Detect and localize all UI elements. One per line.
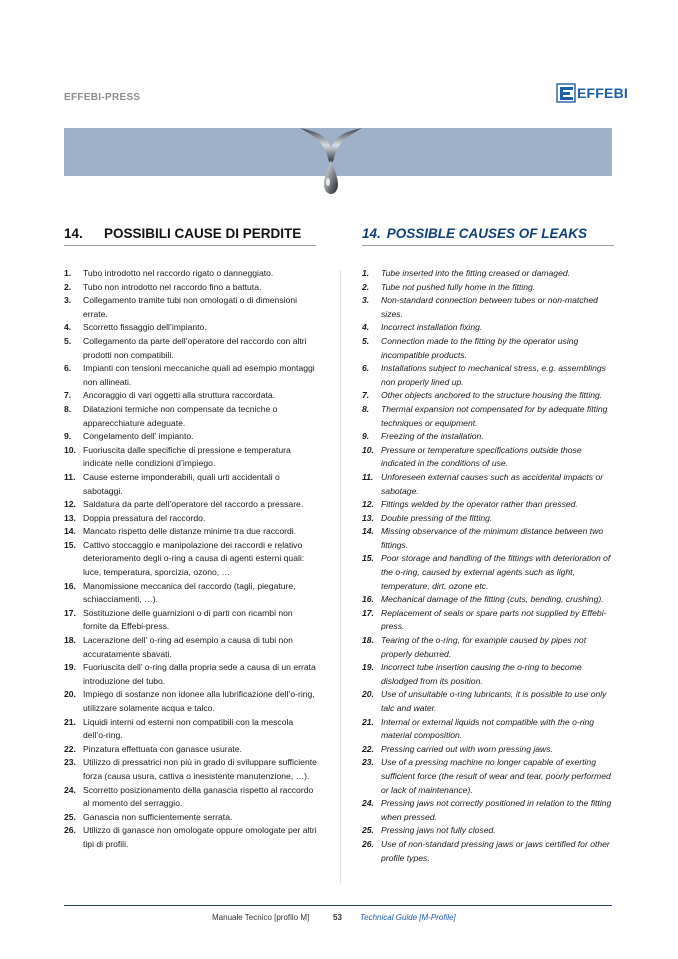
item-text: Tubo introdotto nel raccordo rigato o danneggiato. bbox=[83, 268, 274, 278]
list-item bbox=[362, 294, 616, 321]
list-item bbox=[362, 756, 616, 797]
item-text: Use of a pressing machine no longer capable of exerting sufficient force (the result of wear and tear, poorly performed or lack of maintenance). bbox=[381, 757, 611, 795]
item-number: 20. bbox=[362, 689, 374, 700]
list-item bbox=[362, 267, 616, 281]
footer-rule bbox=[64, 905, 612, 906]
list-item bbox=[64, 811, 318, 825]
item-number: 12. bbox=[362, 499, 374, 510]
item-number: 7. bbox=[64, 390, 72, 401]
list-item bbox=[64, 362, 318, 389]
list-item bbox=[64, 525, 318, 539]
item-text: Use of non-standard pressing jaws or jaws certified for other profile types. bbox=[381, 838, 610, 863]
item-text: Internal or external liquids not compatible with the o-ring material composition. bbox=[381, 716, 595, 741]
item-text: Doppia pressatura del raccordo. bbox=[83, 512, 206, 523]
item-text: Tube inserted into the fitting creased or damaged. bbox=[381, 268, 571, 278]
item-number: 19. bbox=[64, 662, 76, 673]
item-text: Pinzatura effettuata con ganasce usurate. bbox=[83, 743, 242, 754]
list-item bbox=[362, 321, 616, 335]
list-item bbox=[64, 498, 318, 512]
item-text: Mechanical damage of the fitting (cuts, bending, crushing). bbox=[381, 594, 604, 605]
item-number: 9. bbox=[362, 431, 370, 442]
list-item bbox=[362, 525, 616, 552]
item-text: Unforeseen external causes such as accidental impacts or sabotage. bbox=[381, 471, 604, 496]
item-text: Tearing of the o-ring, for example caused by pipes not properly deburred. bbox=[381, 635, 587, 659]
effebi-logo-icon bbox=[556, 83, 576, 103]
italian-list-column bbox=[64, 267, 318, 852]
list-item bbox=[362, 661, 616, 688]
brand-name: EFFEBI-PRESS bbox=[64, 92, 141, 103]
item-number: 26. bbox=[64, 825, 76, 836]
list-item bbox=[64, 607, 318, 634]
item-number: 23. bbox=[362, 757, 374, 768]
item-number: 24. bbox=[362, 798, 374, 809]
item-number: 24. bbox=[64, 784, 76, 795]
list-item bbox=[64, 389, 318, 403]
item-text: Sostituzione delle guarnizioni o di parti con ricambi non fornite da Effebi-press. bbox=[83, 607, 293, 632]
item-number: 3. bbox=[64, 295, 72, 306]
item-number: 13. bbox=[362, 512, 374, 523]
list-item bbox=[64, 634, 318, 661]
list-item bbox=[64, 716, 318, 743]
logo-text: EFFEBI bbox=[577, 85, 628, 101]
english-list-column bbox=[362, 267, 616, 865]
item-number: 10. bbox=[362, 444, 374, 455]
list-item bbox=[64, 580, 318, 607]
item-text: Non-standard connection between tubes or non-matched sizes. bbox=[381, 295, 598, 319]
item-text: Fittings welded by the operator rather than pressed. bbox=[381, 499, 578, 510]
item-text: Connection made to the fitting by the operator using incompatible products. bbox=[381, 335, 579, 360]
list-item bbox=[362, 281, 616, 295]
item-number: 5. bbox=[64, 335, 72, 346]
section-heading-en bbox=[362, 226, 614, 246]
list-item bbox=[362, 389, 616, 403]
effebi-logo bbox=[556, 82, 628, 104]
item-text: Incorrect tube insertion causing the o-ring to become dislodged from its position. bbox=[381, 662, 582, 686]
item-text: Scorretto posizionamento della ganascia rispetto al raccordo al momento del serraggio. bbox=[83, 784, 314, 809]
list-item bbox=[362, 498, 616, 512]
item-number: 3. bbox=[362, 295, 370, 306]
list-item bbox=[362, 797, 616, 824]
item-text: Manomissione meccanica del raccordo (tagli, piegature, schiacciamenti, …). bbox=[83, 580, 296, 605]
item-text: Pressing carried out with worn pressing jaws. bbox=[381, 743, 553, 754]
item-text: Tubo non introdotto nel raccordo fino a battuta. bbox=[83, 281, 262, 292]
item-text: Tube not pushed fully home in the fitting. bbox=[381, 281, 536, 292]
item-number: 15. bbox=[362, 553, 374, 564]
item-text: Utilizzo di pressatrici non più in grado di sviluppare sufficiente forza (causa usura, cattiva o inesistente manutenzione, …). bbox=[83, 757, 317, 781]
item-number: 12. bbox=[64, 499, 76, 510]
list-item bbox=[64, 661, 318, 688]
item-number: 16. bbox=[362, 594, 374, 605]
item-number: 15. bbox=[64, 539, 76, 550]
item-text: Pressure or temperature specifications outside those indicated in the conditions of use. bbox=[381, 444, 582, 469]
list-item bbox=[362, 512, 616, 526]
item-text: Impiego di sostanze non idonee alla lubrificazione dell’o-ring, utilizzare solamente acqua e talco. bbox=[83, 689, 315, 713]
list-item bbox=[362, 471, 616, 498]
item-text: Installations subject to mechanical stress, e.g. assemblings non properly lined up. bbox=[381, 363, 606, 387]
item-text: Other objects anchored to the structure housing the fitting. bbox=[381, 390, 603, 401]
list-item bbox=[362, 743, 616, 757]
footer-title-en: Technical Guide [M-Profile] bbox=[360, 913, 456, 922]
item-number: 22. bbox=[64, 743, 76, 754]
list-item bbox=[64, 784, 318, 811]
list-item bbox=[64, 281, 318, 295]
item-number: 8. bbox=[362, 403, 370, 414]
section-title: POSSIBILI CAUSE DI PERDITE bbox=[104, 226, 302, 241]
list-item bbox=[362, 430, 616, 444]
item-text: Fuoriuscita dalle specifiche di pressione e temperatura indicate nelle condizioni d’impiego. bbox=[83, 444, 291, 469]
item-text: Freezing of the installation. bbox=[381, 431, 484, 442]
list-item bbox=[64, 321, 318, 335]
causes-list-it bbox=[64, 267, 318, 852]
item-text: Congelamento dell’ impianto. bbox=[83, 431, 194, 442]
water-drop-icon bbox=[296, 124, 366, 198]
item-number: 22. bbox=[362, 743, 374, 754]
item-number: 14. bbox=[64, 526, 76, 537]
footer-title-it: Manuale Tecnico [profilo M] bbox=[212, 913, 310, 922]
item-number: 14. bbox=[362, 526, 374, 537]
item-number: 6. bbox=[362, 363, 370, 374]
item-text: Impianti con tensioni meccaniche quali ad esempio montaggi non allineati. bbox=[83, 363, 315, 387]
item-number: 9. bbox=[64, 431, 72, 442]
item-number: 19. bbox=[362, 662, 374, 673]
item-text: Ancoraggio di vari oggetti alla struttura raccordata. bbox=[83, 390, 276, 401]
item-text: Pressing jaws not fully closed. bbox=[381, 825, 496, 836]
item-text: Collegamento tramite tubi non omologati o di dimensioni errate. bbox=[83, 295, 298, 319]
list-item bbox=[362, 362, 616, 389]
list-item bbox=[64, 688, 318, 715]
item-number: 10. bbox=[64, 444, 76, 455]
item-number: 26. bbox=[362, 838, 374, 849]
item-number: 2. bbox=[64, 281, 72, 292]
item-number: 11. bbox=[362, 471, 374, 482]
list-item bbox=[64, 335, 318, 362]
item-number: 21. bbox=[64, 716, 76, 727]
item-number: 1. bbox=[362, 268, 370, 278]
list-item bbox=[64, 294, 318, 321]
section-heading-it bbox=[64, 226, 316, 246]
item-number: 5. bbox=[362, 335, 370, 346]
item-text: Ganascia non sufficientemente serrata. bbox=[83, 811, 233, 822]
item-text: Collegamento da parte dell’operatore del raccordo con altri prodotti non compatibili. bbox=[83, 335, 307, 360]
list-item bbox=[362, 607, 616, 634]
item-text: Mancato rispetto delle distanze minime tra due raccordi. bbox=[83, 526, 297, 537]
list-item bbox=[64, 512, 318, 526]
item-number: 23. bbox=[64, 757, 76, 768]
section-number: 14. bbox=[362, 226, 381, 241]
item-number: 13. bbox=[64, 512, 76, 523]
item-text: Liquidi interni od esterni non compatibili con la mescola dell’o-ring. bbox=[83, 716, 294, 741]
list-item bbox=[362, 824, 616, 838]
list-item bbox=[362, 403, 616, 430]
page-number: 53 bbox=[333, 913, 342, 922]
list-item bbox=[362, 838, 616, 865]
list-item bbox=[64, 539, 318, 580]
item-text: Saldatura da parte dell’operatore del raccordo a pressare. bbox=[83, 499, 304, 510]
list-item bbox=[64, 743, 318, 757]
item-text: Cause esterne imponderabili, quali urti accidentali o sabotaggi. bbox=[83, 471, 280, 496]
item-number: 18. bbox=[362, 635, 374, 646]
list-item bbox=[64, 824, 318, 851]
item-text: Dilatazioni termiche non compensate da tecniche o apparecchiature adeguate. bbox=[83, 403, 278, 428]
item-number: 6. bbox=[64, 363, 72, 374]
list-item bbox=[64, 267, 318, 281]
item-number: 25. bbox=[362, 825, 374, 836]
list-item bbox=[64, 471, 318, 498]
item-text: Pressing jaws not correctly positioned in relation to the fitting when pressed. bbox=[381, 798, 612, 822]
list-item bbox=[362, 716, 616, 743]
item-text: Double pressing of the fitting. bbox=[381, 512, 493, 523]
list-item bbox=[362, 335, 616, 362]
item-number: 4. bbox=[362, 322, 370, 333]
item-number: 1. bbox=[64, 268, 72, 278]
item-number: 25. bbox=[64, 811, 76, 822]
item-number: 21. bbox=[362, 716, 374, 727]
item-text: Incorrect installation fixing. bbox=[381, 322, 483, 333]
item-text: Missing observance of the minimum distance between two fittings. bbox=[381, 526, 604, 550]
item-number: 11. bbox=[64, 471, 76, 482]
item-number: 7. bbox=[362, 390, 370, 401]
section-title: POSSIBLE CAUSES OF LEAKS bbox=[386, 226, 588, 241]
list-item bbox=[64, 430, 318, 444]
item-text: Poor storage and handling of the fittings with deterioration of the o-ring, caused by external agents such as light, temperature, dirt, ozone etc. bbox=[381, 553, 611, 591]
list-item bbox=[362, 593, 616, 607]
list-item bbox=[64, 444, 318, 471]
item-text: Replacement of seals or spare parts not supplied by Effebi-press. bbox=[381, 607, 607, 632]
item-number: 17. bbox=[362, 607, 374, 618]
item-text: Lacerazione dell’ o-ring ad esempio a causa di tubi non accuratamente sbavati. bbox=[83, 635, 293, 659]
column-divider bbox=[340, 270, 341, 884]
item-number: 16. bbox=[64, 580, 76, 591]
item-text: Thermal expansion not compensated for by adequate fitting techniques or equipment. bbox=[381, 403, 608, 428]
item-text: Use of unsuitable o-ring lubricants, it is possible to use only talc and water. bbox=[381, 689, 607, 713]
item-text: Cattivo stoccaggio e manipolazione dei raccordi e relativo deterioramento degli o-ring a causa di agenti esterni quali: luce, temperatura, sporcizia, ozono, … bbox=[83, 539, 305, 578]
item-number: 8. bbox=[64, 403, 72, 414]
item-text: Utilizzo di ganasce non omologate oppure omologate per altri tipi di profili. bbox=[83, 825, 317, 849]
list-item bbox=[64, 403, 318, 430]
item-number: 18. bbox=[64, 635, 76, 646]
item-number: 17. bbox=[64, 607, 76, 618]
list-item bbox=[362, 688, 616, 715]
list-item bbox=[64, 756, 318, 783]
item-number: 4. bbox=[64, 322, 72, 333]
item-number: 2. bbox=[362, 281, 370, 292]
list-item bbox=[362, 444, 616, 471]
section-number: 14. bbox=[64, 226, 83, 241]
item-text: Fuoriuscita dell’ o-ring dalla propria sede a causa di un errata introduzione del tubo. bbox=[83, 662, 316, 686]
causes-list-en bbox=[362, 267, 616, 865]
item-text: Scorretto fissaggio dell’impianto. bbox=[83, 322, 207, 333]
list-item bbox=[362, 634, 616, 661]
list-item bbox=[362, 552, 616, 593]
item-number: 20. bbox=[64, 689, 76, 700]
